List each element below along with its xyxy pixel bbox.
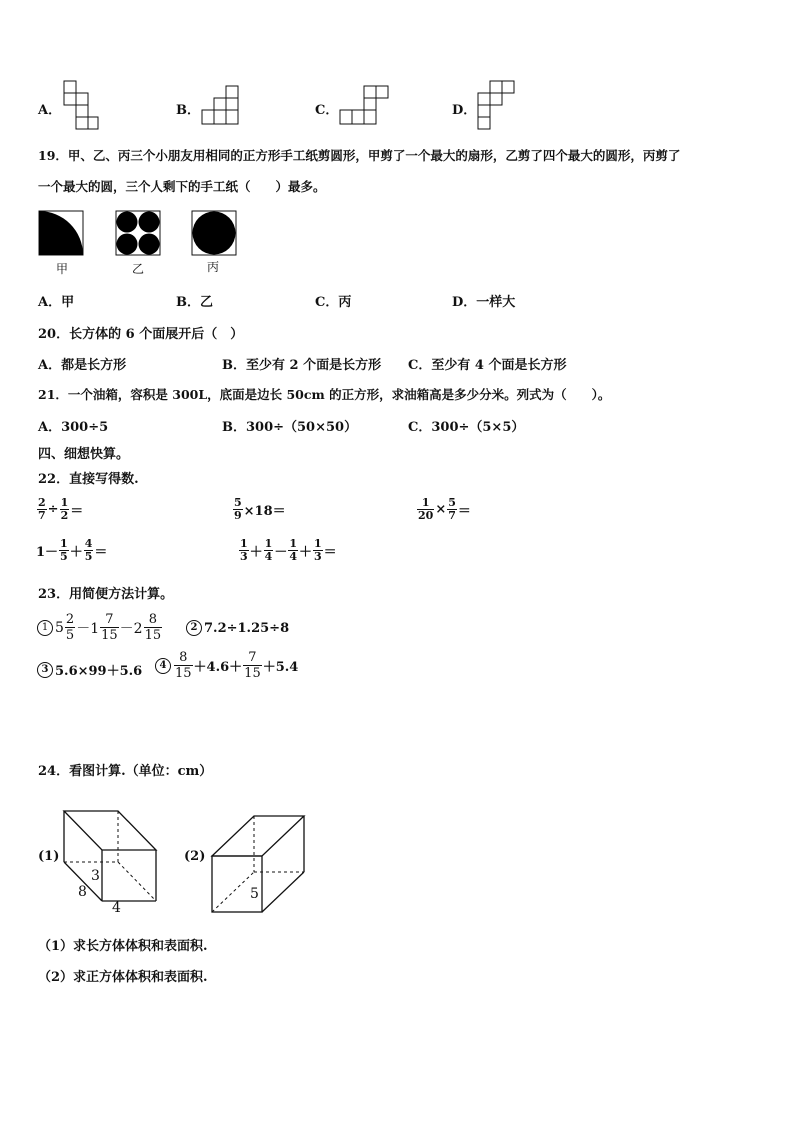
circled-number: 3 <box>37 662 53 678</box>
q19-option-a[interactable]: A．甲 <box>38 295 75 310</box>
q18-option-a-net-figure <box>62 79 100 133</box>
q23-problem-3 <box>37 660 142 679</box>
operator: ＋ <box>299 545 313 560</box>
frac-den: 7 <box>448 509 456 522</box>
frac-den: 4 <box>264 550 273 563</box>
q18-option-c-label[interactable]: C． <box>315 103 339 118</box>
q18-option-c-net-figure <box>338 84 390 128</box>
operator: － <box>274 545 288 560</box>
equals: ＝ <box>457 504 471 519</box>
circled-number: 1 <box>37 620 53 636</box>
operator: －2 <box>119 620 143 637</box>
q19-option-d[interactable]: D．一样大 <box>452 295 516 310</box>
q18-option-d-label[interactable]: D． <box>452 103 477 118</box>
operator: －1 <box>76 620 100 637</box>
q19-option-b[interactable]: B．乙 <box>176 295 213 310</box>
operator: ＋4.6＋ <box>193 660 243 675</box>
frac-num: 5 <box>234 496 242 509</box>
q21-stem: 21．一个油箱，容积是 300L，底面是边长 50cm 的正方形，求油箱高是多少分米。列式为（ ）。 <box>38 387 611 402</box>
frac-num: 2 <box>65 612 75 627</box>
frac-den: 20 <box>418 509 434 522</box>
q24-figure1-height-label: 3 <box>91 868 100 884</box>
q22-stem: 22．直接写得数. <box>38 472 139 487</box>
expr-lead: 1－ <box>36 545 59 560</box>
q24-figure1-label: (1) <box>38 849 60 864</box>
q20-stem: 20．长方体的 6 个面展开后（ ） <box>38 327 244 342</box>
q24-figure1-cuboid <box>58 806 162 918</box>
q19-figure-label-yi: 乙 <box>132 262 145 276</box>
circled-number: 2 <box>186 620 202 636</box>
q24-figure2-edge-label: 5 <box>250 886 259 902</box>
frac-den: 15 <box>175 666 192 681</box>
operator: ＋ <box>249 545 263 560</box>
frac-num: 7 <box>100 612 119 628</box>
q20-option-c[interactable]: C．至少有 4 个面是长方形 <box>408 358 567 373</box>
expression-rest: ＋5.4 <box>262 660 299 675</box>
frac-den: 4 <box>289 550 297 563</box>
q19-figure-yi-four-circles <box>115 210 161 256</box>
q19-figure-label-bing: 丙 <box>207 260 220 274</box>
frac-num: 1 <box>289 537 297 550</box>
q22-expr-4 <box>36 538 107 563</box>
frac-den: 15 <box>144 628 162 643</box>
frac-num: 5 <box>448 496 456 509</box>
q20-option-a[interactable]: A．都是长方形 <box>38 358 127 373</box>
frac-num: 1 <box>264 537 273 550</box>
frac-den: 5 <box>84 550 93 563</box>
frac-den: 5 <box>65 628 75 643</box>
q24-figure1-length-label: 4 <box>112 900 121 916</box>
frac-den: 5 <box>60 550 68 563</box>
frac-den: 2 <box>60 509 69 522</box>
circled-number: 4 <box>155 658 171 674</box>
frac-num: 7 <box>243 650 262 666</box>
frac-den: 7 <box>38 509 46 522</box>
q19-figure-jia-quarter-circle <box>38 210 84 256</box>
expression-text: 7.2÷1.25÷8 <box>204 620 290 636</box>
section4-title: 四、细想快算。 <box>38 447 130 462</box>
frac-den: 3 <box>314 550 322 563</box>
frac-den: 15 <box>244 666 261 681</box>
operator: ＋ <box>69 545 83 560</box>
q21-option-b[interactable]: B．300÷（50×50） <box>222 420 358 435</box>
frac-num: 1 <box>314 537 322 550</box>
q23-problem-4 <box>155 650 298 681</box>
q19-option-c[interactable]: C．丙 <box>315 295 352 310</box>
q18-option-b-label[interactable]: B． <box>176 103 200 118</box>
q23-problem-1 <box>37 612 163 643</box>
q19-figure-bing-circle <box>191 210 237 256</box>
q21-option-c[interactable]: C．300÷（5×5） <box>408 420 525 435</box>
expression-text: 5.6×99＋5.6 <box>55 664 143 679</box>
frac-num: 1 <box>60 496 69 509</box>
whole-number: 5 <box>55 619 64 636</box>
q24-figure2-label: (2) <box>184 849 206 864</box>
frac-num: 8 <box>174 650 193 666</box>
q18-option-d-net-figure <box>476 79 516 133</box>
equals: ＝ <box>70 504 84 519</box>
q24-stem: 24．看图计算.（单位：cm） <box>38 764 213 779</box>
operator: ÷ <box>47 502 59 517</box>
frac-den: 3 <box>240 550 248 563</box>
q19-figure-label-jia: 甲 <box>56 262 69 276</box>
q18-option-a-label[interactable]: A． <box>38 103 62 118</box>
q19-stem-line2: 一个最大的圆，三个人剩下的手工纸（ ）最多。 <box>38 179 326 194</box>
equals: ＝ <box>94 545 108 560</box>
q24-subquestion-2: （2）求正方体体积和表面积. <box>38 970 208 985</box>
q23-problem-2 <box>186 620 289 636</box>
frac-num: 1 <box>417 497 434 510</box>
q23-stem: 23．用简便方法计算。 <box>38 587 174 602</box>
q22-expr-2 <box>232 497 286 522</box>
q24-subquestion-1: （1）求长方体体积和表面积. <box>38 939 208 954</box>
operator: × <box>435 502 447 517</box>
q22-expr-1 <box>36 497 83 522</box>
q22-expr-5 <box>238 538 337 563</box>
expr-rest: ×18＝ <box>243 504 286 519</box>
frac-num: 1 <box>240 537 248 550</box>
frac-den: 9 <box>234 509 242 522</box>
q18-option-b-net-figure <box>200 84 240 128</box>
frac-num: 2 <box>38 496 46 509</box>
q24-figure1-width-label: 8 <box>78 884 87 900</box>
q20-option-b[interactable]: B．至少有 2 个面是长方形 <box>222 358 382 373</box>
frac-num: 8 <box>144 612 163 628</box>
q21-option-a[interactable]: A．300÷5 <box>38 420 109 435</box>
q19-stem-line1: 19．甲、乙、丙三个小朋友用相同的正方形手工纸剪圆形，甲剪了一个最大的扇形，乙剪了四个最大的圆形，丙剪了 <box>38 148 681 163</box>
equals: ＝ <box>323 545 337 560</box>
frac-num: 4 <box>84 537 93 550</box>
frac-num: 1 <box>60 537 68 550</box>
q22-expr-3 <box>416 497 471 522</box>
frac-den: 15 <box>101 628 118 643</box>
